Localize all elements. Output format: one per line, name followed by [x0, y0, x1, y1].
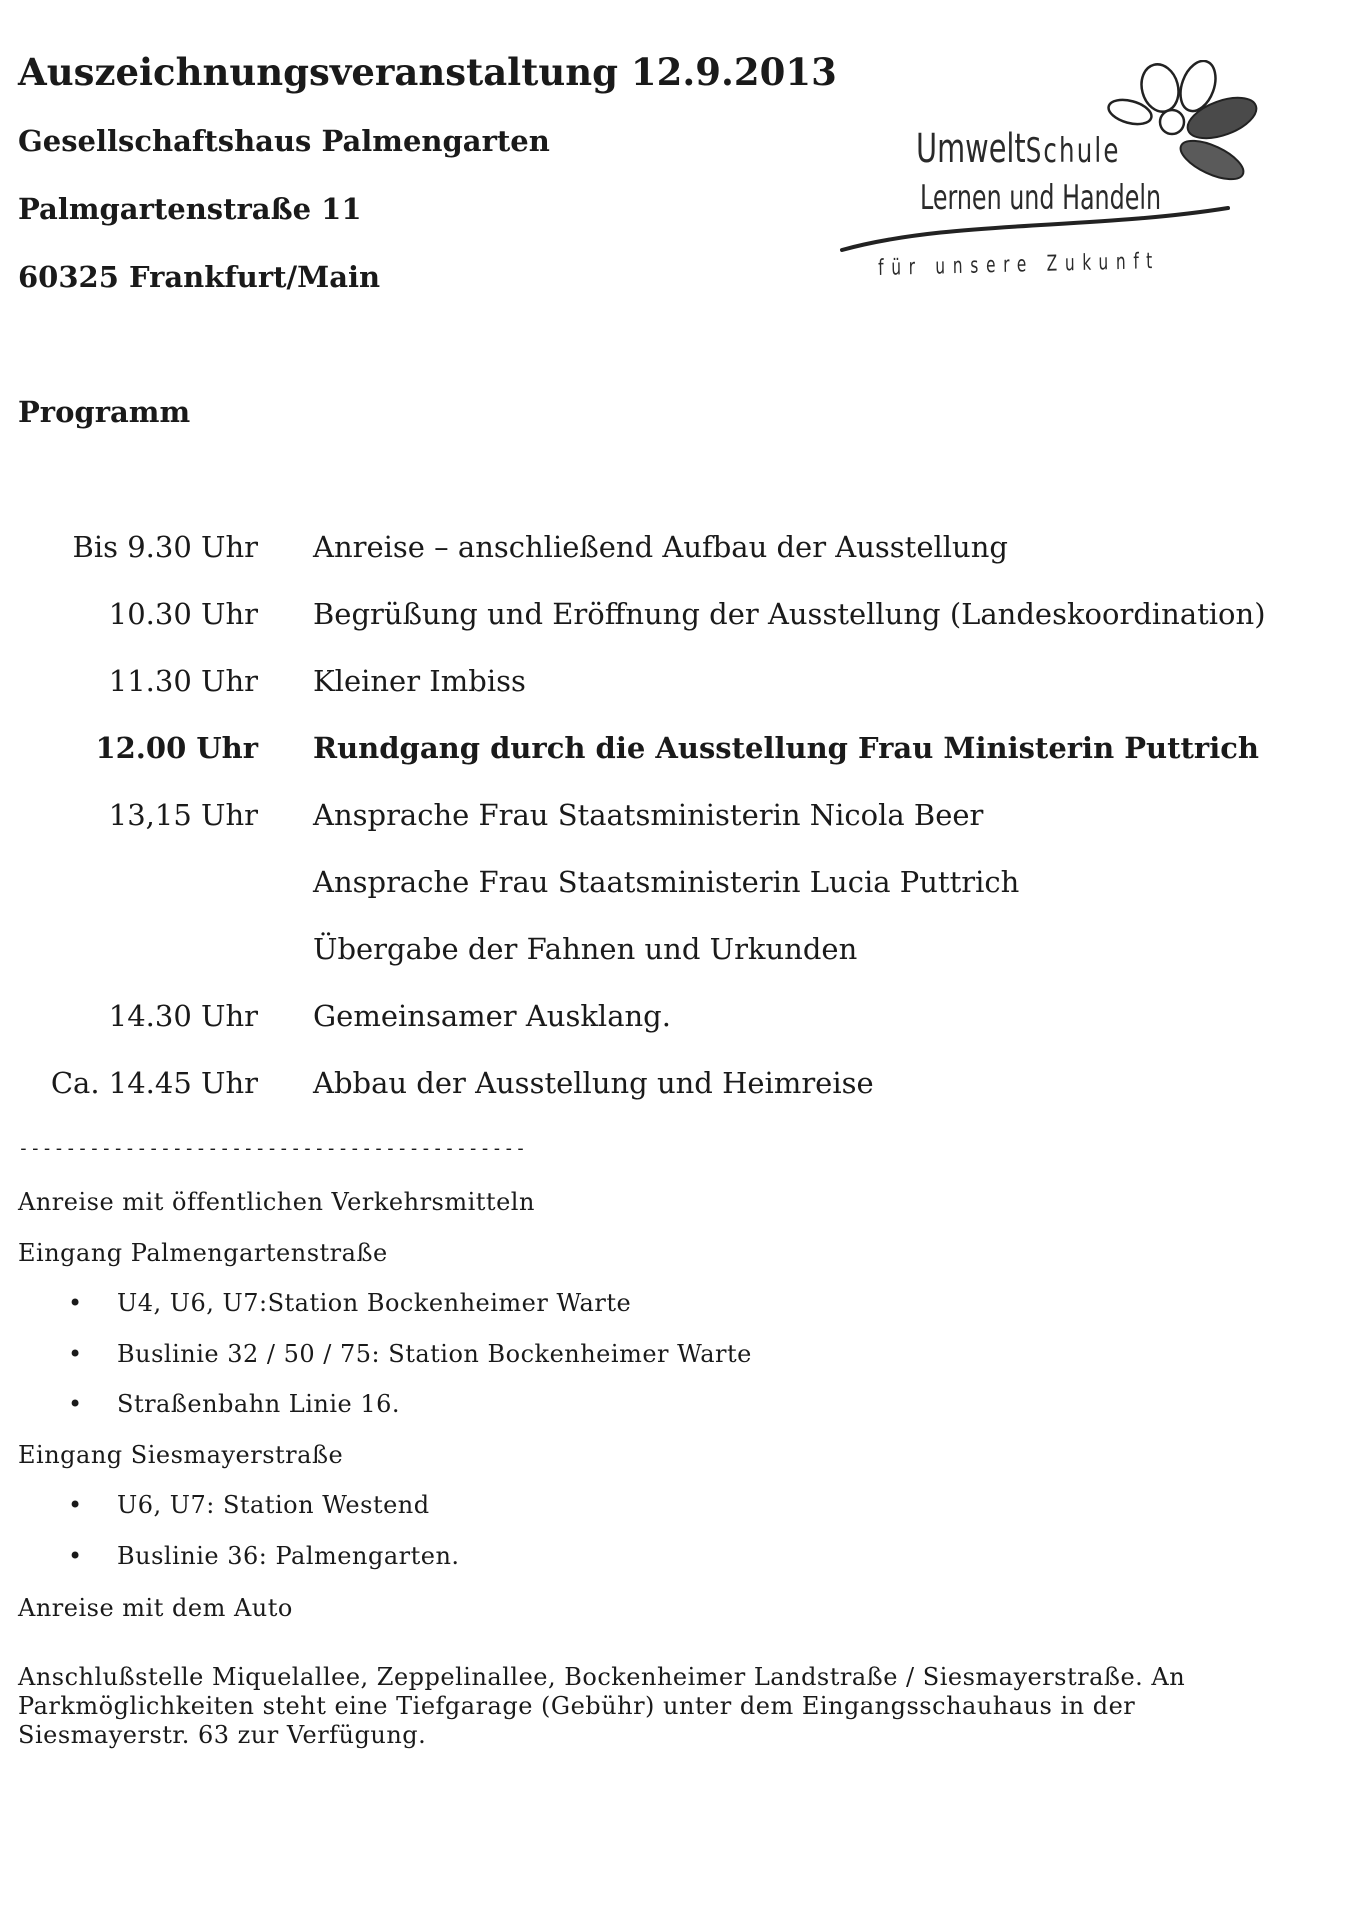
- schedule-row: [0, 664, 1360, 731]
- bullet-icon: •: [68, 1339, 83, 1368]
- travel-info: [18, 1188, 1318, 1750]
- schedule-row: [0, 597, 1360, 664]
- schedule-row: [0, 999, 1360, 1066]
- logo-tagline: Lernen und Handeln: [920, 178, 1162, 218]
- auto-directions: Anschlußstelle Miquelallee, Zeppelinallee, Bockenheimer Landstraße / Siesmayerstraße. An Parkmöglichkeiten steht eine Tiefgarage (Gebühr) unter dem Eingangsschauhaus in der Siesmayerstr. 63 zur Verfügung.: [18, 1662, 1186, 1749]
- logo-subline: für unsere Zukunft: [878, 248, 1161, 281]
- schedule-row: [0, 530, 1360, 597]
- schedule-event: Ansprache Frau Staatsministerin Nicola Beer: [313, 798, 984, 832]
- oepnv-heading: Anreise mit öffentlichen Verkehrsmitteln: [18, 1188, 535, 1216]
- list-item: [18, 1491, 1318, 1542]
- list-item-text: Buslinie 36: Palmengarten.: [117, 1541, 460, 1570]
- logo-wordmark: [916, 126, 1121, 172]
- bullet-icon: •: [68, 1289, 83, 1317]
- entrance-label: Eingang Siesmayerstraße: [18, 1440, 344, 1469]
- list-item: [18, 1390, 1318, 1441]
- umweltschule-logo: [830, 60, 1270, 300]
- schedule-time: Bis 9.30 Uhr: [72, 530, 258, 564]
- schedule-event: Kleiner Imbiss: [313, 664, 526, 698]
- list-item: [18, 1542, 1318, 1593]
- programm-heading: Programm: [18, 395, 191, 429]
- schedule-time: 11.30 Uhr: [108, 664, 258, 698]
- schedule-event: Begrüßung und Eröffnung der Ausstellung (Landeskoordination): [313, 597, 1266, 631]
- bullet-icon: •: [68, 1541, 83, 1570]
- schedule-row: [0, 865, 1360, 932]
- schedule-event: Ansprache Frau Staatsministerin Lucia Puttrich: [313, 865, 1020, 899]
- schedule-row: [0, 932, 1360, 999]
- list-item: [18, 1289, 1318, 1340]
- bullet-icon: •: [68, 1390, 83, 1418]
- schedule-time: 14.30 Uhr: [108, 999, 258, 1033]
- schedule-time: 10.30 Uhr: [108, 597, 258, 631]
- event-title: Auszeichnungsveranstaltung 12.9.2013: [18, 50, 837, 94]
- schedule-row-highlight: [0, 731, 1360, 798]
- schedule-list: [0, 530, 1360, 1133]
- logo-word-umwelt: Umwelt: [916, 126, 1026, 172]
- schedule-time: 13,15 Uhr: [108, 798, 258, 832]
- schedule-event: Übergabe der Fahnen und Urkunden: [313, 932, 858, 966]
- logo-word-schule: Schule: [1025, 131, 1121, 171]
- auto-heading: Anreise mit dem Auto: [18, 1594, 293, 1622]
- venue-name: Gesellschaftshaus Palmengarten: [18, 124, 550, 158]
- venue-city: 60325 Frankfurt/Main: [18, 260, 381, 294]
- list-item-text: U6, U7: Station Westend: [117, 1491, 430, 1519]
- venue-street: Palmgartenstraße 11: [18, 192, 362, 226]
- schedule-row: [0, 1066, 1360, 1133]
- schedule-row: [0, 798, 1360, 865]
- list-item-text: Buslinie 32 / 50 / 75: Station Bockenheimer Warte: [117, 1339, 752, 1368]
- section-divider: -------------------------------------------: [18, 1138, 527, 1159]
- bullet-icon: •: [68, 1491, 83, 1519]
- schedule-event: Gemeinsamer Ausklang.: [313, 999, 671, 1033]
- schedule-event: Rundgang durch die Ausstellung Frau Ministerin Puttrich: [313, 731, 1259, 765]
- schedule-event: Abbau der Ausstellung und Heimreise: [313, 1066, 874, 1100]
- schedule-time: 12.00 Uhr: [95, 731, 258, 765]
- list-item-text: U4, U6, U7:Station Bockenheimer Warte: [117, 1289, 632, 1317]
- schedule-time: Ca. 14.45 Uhr: [50, 1066, 258, 1100]
- list-item-text: Straßenbahn Linie 16.: [117, 1390, 401, 1418]
- entrance-label: Eingang Palmengartenstraße: [18, 1238, 388, 1267]
- list-item: [18, 1340, 1318, 1391]
- schedule-event: Anreise – anschließend Aufbau der Ausstellung: [313, 530, 1008, 564]
